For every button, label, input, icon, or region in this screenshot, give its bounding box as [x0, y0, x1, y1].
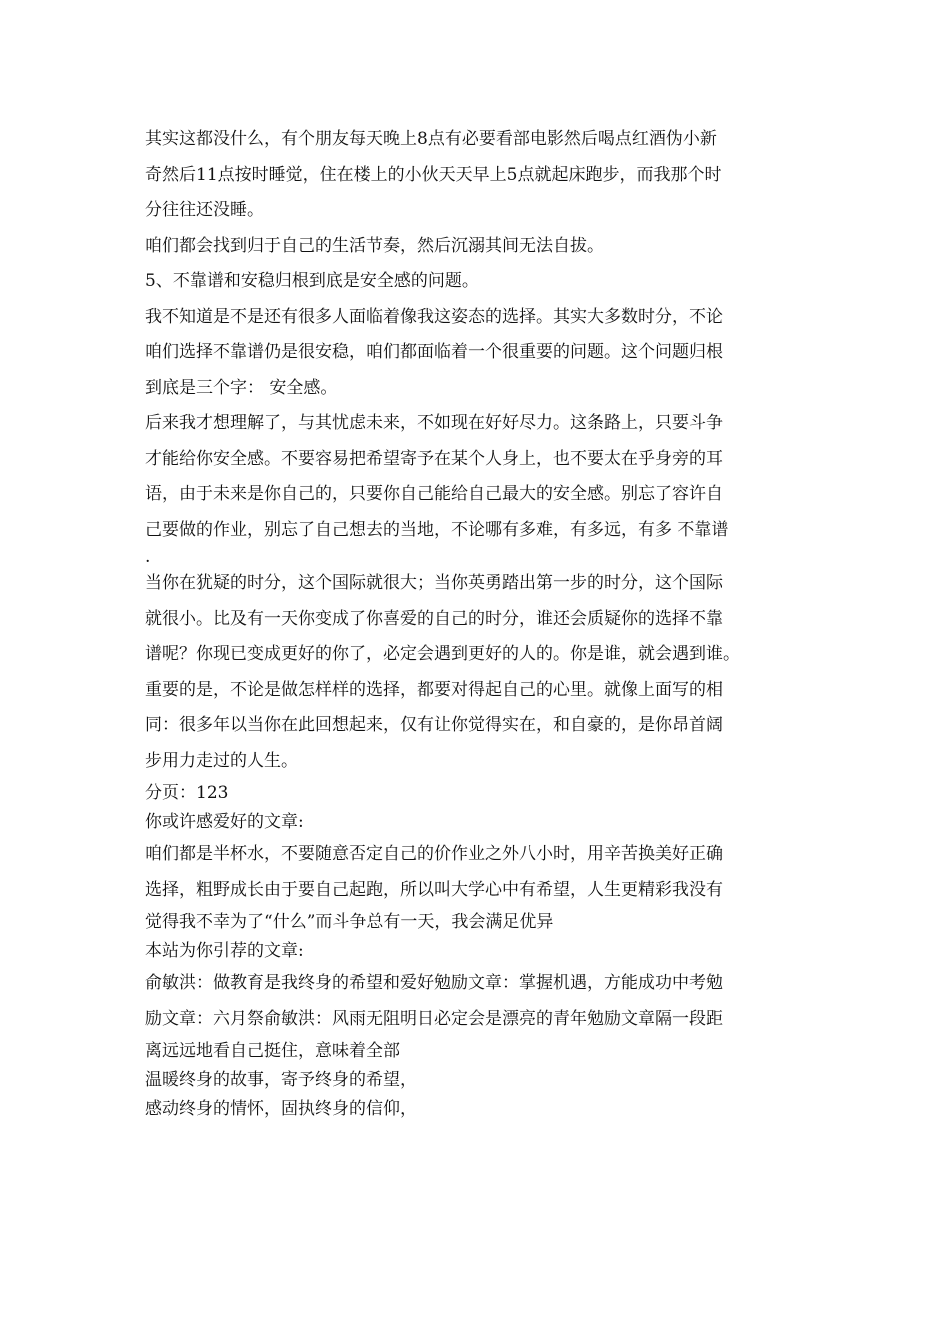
- text-line: 分往往还没睡。: [145, 200, 264, 220]
- text-line: 奇然后11点按时睡觉，住在楼上的小伙天天早上5点就起床跑步，而我那个时: [145, 164, 722, 185]
- text-line: 其实这都没什么，有个朋友每天晚上8点有必要看部电影然后喝点红酒伪小新: [145, 129, 717, 149]
- article-body: [145, 122, 813, 1124]
- text-line: 我不知道是不是还有很多人面临着像我这姿态的选择。其实大多数时分，不论: [145, 306, 723, 327]
- related-articles-text: 咱们都是半杯水，不要随意否定自己的价作业之外八小时，用辛苦换美好正确: [145, 844, 723, 864]
- text-line: 咱们选择不靠谱仍是很安稳，咱们都面临着一个很重要的问题。这个问题归根: [145, 342, 723, 362]
- recommended-articles-text: 励文章：六月祭俞敏洪：风雨无阻明日必定会是漂亮的青年勉励文章隔一段距: [145, 1008, 723, 1029]
- text-line: .: [145, 547, 151, 567]
- text-line: 重要的是，不论是做怎样样的选择，都要对得起自己的心里。就像上面写的相: [145, 679, 723, 700]
- text-line: 感动终身的情怀，固执终身的信仰，: [145, 1099, 417, 1119]
- text-line: 己要做的作业，别忘了自己想去的当地，不论哪有多难，有多远，有多 不靠谱: [145, 519, 729, 540]
- pagination-label: 分页：123: [145, 783, 229, 803]
- text-line: 温暖终身的故事，寄予终身的希望，: [145, 1070, 417, 1090]
- text-line: 5、不靠谱和安稳归根到底是安全感的问题。: [145, 271, 479, 291]
- text-line: 到底是三个字： 安全感。: [145, 377, 338, 398]
- text-line: 才能给你安全感。不要容易把希望寄予在某个人身上，也不要太在乎身旁的耳: [145, 448, 723, 469]
- text-line: 同：很多年以当你在此回想起来，仅有让你觉得实在，和自豪的，是你昂首阔: [145, 715, 723, 735]
- text-line: 咱们都会找到归于自己的生活节奏，然后沉溺其间无法自拔。: [145, 235, 604, 256]
- text-line: 语，由于未来是你自己的，只要你自己能给自己最大的安全感。别忘了容许自: [145, 484, 723, 504]
- section-heading: 本站为你引荐的文章:: [145, 941, 304, 961]
- text-line: 后来我才想理解了，与其忧虑未来，不如现在好好尽力。这条路上，只要斗争: [145, 413, 723, 433]
- recommended-articles-text: 俞敏洪：做教育是我终身的希望和爱好勉励文章：掌握机遇，方能成功中考勉: [145, 973, 723, 993]
- text-line: 就很小。比及有一天你变成了你喜爱的自己的时分，谁还会质疑你的选择不靠: [145, 608, 723, 629]
- section-heading: 你或许感爱好的文章:: [145, 812, 304, 832]
- related-articles-text: 选择，粗野成长由于要自己起跑，所以叫大学心中有希望，人生更精彩我没有: [145, 879, 723, 900]
- text-line: 步用力走过的人生。: [145, 750, 298, 771]
- recommended-articles-text: 离远远地看自己挺住，意味着全部: [145, 1041, 400, 1061]
- text-line: 谱呢？你现已变成更好的你了，必定会遇到更好的人的。你是谁，就会遇到谁。: [145, 644, 740, 664]
- related-articles-text: 觉得我不幸为了“什么”而斗争总有一天，我会满足优异: [145, 912, 554, 932]
- text-line: 当你在犹疑的时分，这个国际就很大；当你英勇踏出第一步的时分，这个国际: [145, 573, 723, 593]
